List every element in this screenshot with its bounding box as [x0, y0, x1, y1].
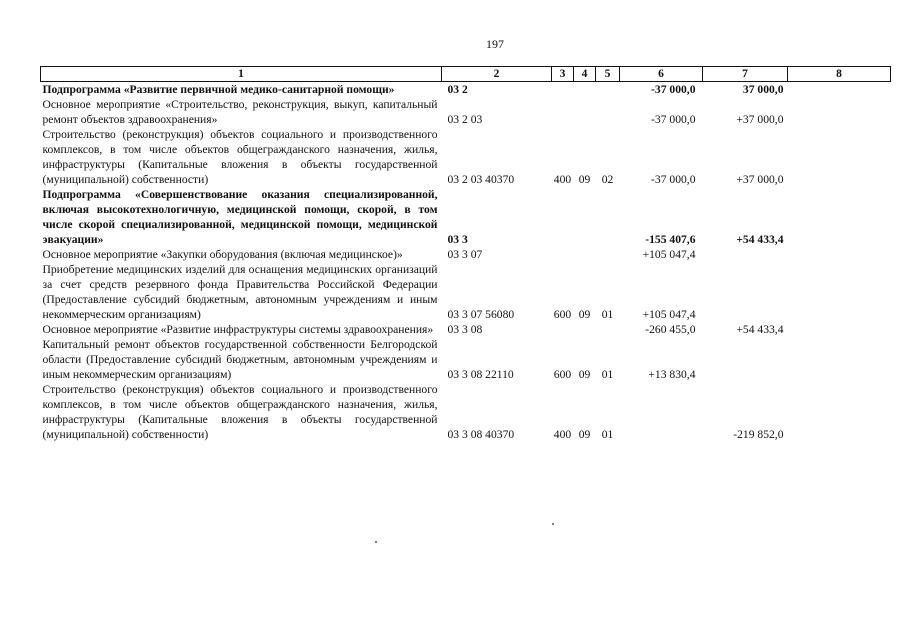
row-col5 — [596, 97, 620, 127]
row-name: Строительство (реконструкция) объектов социального и производственного комплексов, в том числе объектов общегражданского назначения, жилья, инфраструктуры (Капитальные вложения в объекты государственной (муниципальной) собственности) — [42, 128, 438, 186]
row-col5 — [596, 187, 620, 247]
row-col8 — [788, 187, 891, 247]
row-name: Строительство (реконструкция) объектов социального и производственного комплексов, в том числе объектов общегражданского назначения, жилья, инфраструктуры (Капитальные вложения в объекты государственной (муниципальной) собственности) — [42, 383, 438, 441]
row-col4 — [574, 97, 596, 127]
row-col8 — [788, 127, 891, 187]
table-row — [41, 322, 891, 337]
row-name: Основное мероприятие «Развитие инфраструктуры системы здравоохранения» — [42, 323, 434, 336]
row-col3: 400 — [553, 173, 572, 186]
row-code: 03 3 07 56080 — [447, 308, 515, 321]
header-col-1: 1 — [41, 67, 442, 82]
header-col-3: 3 — [552, 67, 574, 82]
row-col7: 37 000,0 — [742, 83, 784, 96]
row-code: 03 3 08 — [447, 323, 483, 336]
row-name: Приобретение медицинских изделий для оснащения медицинских организаций за счет средств резервного фонда Правительства Российской Федерации (Предоставление субсидий бюджетным, автономным учреждениям и иным некоммерческим организациям) — [42, 263, 438, 321]
row-col7: -219 852,0 — [733, 428, 784, 441]
row-code: 03 3 — [447, 233, 468, 246]
row-col6: -37 000,0 — [651, 113, 696, 126]
row-col4 — [574, 187, 596, 247]
row-col3 — [552, 322, 574, 337]
row-col7 — [703, 247, 788, 262]
table-row — [41, 382, 891, 442]
row-col4 — [574, 247, 596, 262]
header-col-2: 2 — [442, 67, 552, 82]
row-col5 — [596, 247, 620, 262]
row-col6: +105 047,4 — [642, 248, 696, 261]
row-col3 — [552, 82, 574, 98]
row-col7: +54 433,4 — [736, 233, 784, 246]
row-code: 03 3 08 22110 — [447, 368, 514, 381]
row-col7: +37 000,0 — [736, 113, 784, 126]
row-col6: +105 047,4 — [642, 308, 696, 321]
row-code: 03 2 03 40370 — [447, 173, 515, 186]
table-row — [41, 82, 891, 98]
row-col6: -37 000,0 — [651, 173, 696, 186]
budget-table-container — [40, 66, 890, 442]
row-col5: 01 — [601, 368, 614, 381]
row-col8 — [788, 82, 891, 98]
row-col5 — [596, 322, 620, 337]
header-col-6: 6 — [620, 67, 703, 82]
row-col8 — [788, 337, 891, 382]
row-col6: +13 830,4 — [648, 368, 696, 381]
table-body — [41, 82, 891, 443]
row-col3 — [552, 97, 574, 127]
row-col7: +37 000,0 — [736, 173, 784, 186]
row-col8 — [788, 322, 891, 337]
row-col4 — [574, 82, 596, 98]
row-col8 — [788, 262, 891, 322]
row-col4 — [574, 322, 596, 337]
row-col3: 400 — [553, 428, 572, 441]
header-col-7: 7 — [703, 67, 788, 82]
scan-speck — [375, 541, 377, 543]
row-col4: 09 — [578, 173, 591, 186]
row-col6: -37 000,0 — [651, 83, 696, 96]
row-col7 — [703, 262, 788, 322]
row-col3: 600 — [553, 368, 572, 381]
scan-speck — [552, 523, 554, 525]
row-code: 03 3 07 — [447, 248, 483, 261]
row-col6 — [620, 382, 703, 442]
row-col5: 01 — [601, 308, 614, 321]
header-col-5: 5 — [596, 67, 620, 82]
table-row — [41, 247, 891, 262]
row-col5: 01 — [601, 428, 614, 441]
row-code: 03 3 08 40370 — [447, 428, 515, 441]
row-col3 — [552, 187, 574, 247]
row-name: Капитальный ремонт объектов государственной собственности Белгородской области (Предоставление субсидий бюджетным, автономным учреждениям и иным некоммерческим организациям) — [42, 338, 438, 381]
row-name: Подпрограмма «Совершенствование оказания специализированной, включая высокотехнологичную, медицинской помощи, скорой, в том числе скорой специализированной, медицинской помощи, медицинской эвакуации» — [42, 188, 438, 246]
row-col4: 09 — [578, 308, 591, 321]
row-col3: 600 — [553, 308, 572, 321]
row-col8 — [788, 247, 891, 262]
row-name: Основное мероприятие «Закупки оборудования (включая медицинское)» — [42, 248, 403, 261]
row-col5: 02 — [601, 173, 614, 186]
table-row — [41, 127, 891, 187]
row-col4: 09 — [578, 368, 591, 381]
row-col8 — [788, 382, 891, 442]
row-name: Основное мероприятие «Строительство, реконструкция, выкуп, капитальный ремонт объектов здравоохранения» — [42, 98, 438, 126]
row-col7 — [703, 337, 788, 382]
row-col6: -260 455,0 — [645, 323, 696, 336]
header-col-4: 4 — [574, 67, 596, 82]
row-col5 — [596, 82, 620, 98]
row-col7: +54 433,4 — [736, 323, 784, 336]
row-col6: -155 407,6 — [645, 233, 696, 246]
page-number: 197 — [486, 37, 504, 51]
row-code: 03 2 — [447, 83, 468, 96]
header-col-8: 8 — [788, 67, 891, 82]
row-name: Подпрограмма «Развитие первичной медико-санитарной помощи» — [42, 83, 395, 96]
table-row — [41, 187, 891, 247]
row-col4: 09 — [578, 428, 591, 441]
header-row — [41, 67, 891, 82]
table-row — [41, 337, 891, 382]
budget-table — [40, 66, 891, 442]
table-row — [41, 97, 891, 127]
row-col3 — [552, 247, 574, 262]
row-col8 — [788, 97, 891, 127]
table-row — [41, 262, 891, 322]
row-code: 03 2 03 — [447, 113, 483, 126]
